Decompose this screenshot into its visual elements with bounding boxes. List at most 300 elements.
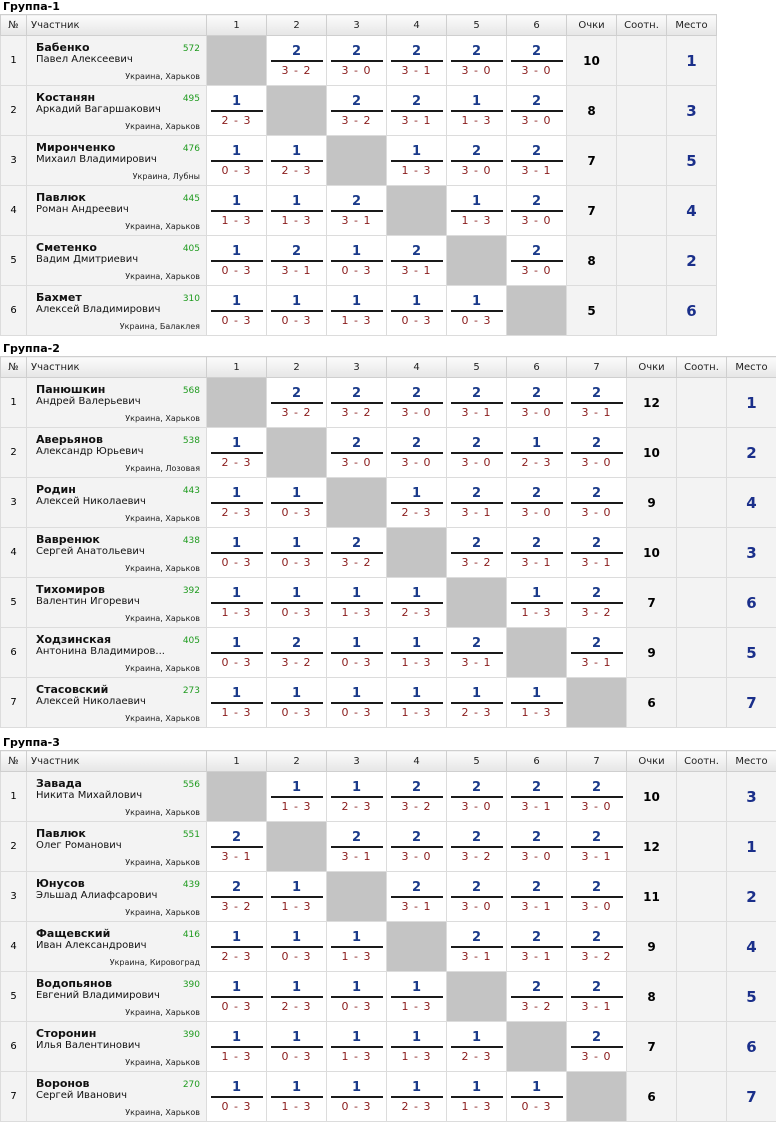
match-result-cell[interactable] xyxy=(387,578,447,628)
match-result-cell[interactable] xyxy=(387,36,447,86)
participant-city: Украина, Харьков xyxy=(125,614,200,623)
match-result-cell[interactable] xyxy=(267,1022,327,1072)
col-header-place[interactable]: Место xyxy=(727,751,776,772)
col-header-points[interactable]: Очки xyxy=(567,15,617,36)
col-header-opponent-6[interactable]: 6 xyxy=(507,751,567,772)
match-score: 1 - 3 xyxy=(461,1099,492,1113)
match-result-cell[interactable] xyxy=(267,236,327,286)
col-header-opponent-4[interactable]: 4 xyxy=(387,15,447,36)
participant-city: Украина, Харьков xyxy=(125,122,200,131)
result-divider xyxy=(211,996,263,998)
match-points: 2 xyxy=(351,435,362,451)
match-score: 0 - 3 xyxy=(341,263,372,277)
match-result-cell[interactable] xyxy=(447,378,507,428)
col-header-opponent-5[interactable]: 5 xyxy=(447,357,507,378)
match-result xyxy=(391,144,443,178)
match-result-cell[interactable] xyxy=(267,478,327,528)
participant-fullname: Павел Алексеевич xyxy=(36,54,133,65)
match-result-cell[interactable] xyxy=(447,922,507,972)
match-score: 0 - 3 xyxy=(221,999,252,1013)
match-result-cell[interactable] xyxy=(207,86,267,136)
participant-city: Украина, Харьков xyxy=(125,1008,200,1017)
table-row xyxy=(1,678,776,728)
participant-cell xyxy=(27,286,207,336)
match-result-cell[interactable] xyxy=(567,922,627,972)
total-points: 8 xyxy=(627,972,677,1022)
match-result xyxy=(451,144,503,178)
table-row xyxy=(1,378,776,428)
match-score: 3 - 1 xyxy=(461,949,492,963)
match-points: 1 xyxy=(291,143,302,159)
match-result-cell[interactable] xyxy=(327,1072,387,1122)
match-result-cell[interactable] xyxy=(507,136,567,186)
match-points: 2 xyxy=(231,879,242,895)
participant-cell xyxy=(27,872,207,922)
result-divider xyxy=(451,160,503,162)
result-divider xyxy=(451,552,503,554)
result-divider xyxy=(331,60,383,62)
match-result-cell[interactable] xyxy=(447,136,507,186)
col-header-opponent-1[interactable]: 1 xyxy=(207,751,267,772)
match-score: 3 - 0 xyxy=(521,849,552,863)
match-result-cell[interactable] xyxy=(267,772,327,822)
match-result-cell[interactable] xyxy=(387,972,447,1022)
match-result-cell[interactable] xyxy=(567,628,627,678)
result-divider xyxy=(571,896,623,898)
col-header-participant[interactable]: Участник xyxy=(27,357,207,378)
diagonal-cell xyxy=(207,36,267,86)
participant-surname-link[interactable]: Сторонин xyxy=(36,1027,97,1040)
match-result-cell[interactable] xyxy=(447,36,507,86)
col-header-no[interactable]: № xyxy=(1,15,27,36)
match-result-cell[interactable] xyxy=(387,478,447,528)
match-result-cell[interactable] xyxy=(327,378,387,428)
match-result-cell[interactable] xyxy=(567,822,627,872)
match-score: 1 - 3 xyxy=(521,605,552,619)
col-header-no[interactable]: № xyxy=(1,357,27,378)
match-result xyxy=(391,686,443,720)
match-result-cell[interactable] xyxy=(207,478,267,528)
match-score: 3 - 1 xyxy=(581,655,612,669)
match-points: 1 xyxy=(351,1029,362,1045)
col-header-opponent-6[interactable]: 6 xyxy=(507,15,567,36)
match-result-cell[interactable] xyxy=(327,922,387,972)
col-header-no[interactable]: № xyxy=(1,751,27,772)
col-header-points[interactable]: Очки xyxy=(627,357,677,378)
participant-surname-link[interactable]: Вавренюк xyxy=(36,533,100,546)
result-divider xyxy=(391,60,443,62)
match-result-cell[interactable] xyxy=(567,528,627,578)
match-result-cell[interactable] xyxy=(507,378,567,428)
match-result-cell[interactable] xyxy=(507,678,567,728)
result-divider xyxy=(451,210,503,212)
participant-cell xyxy=(27,478,207,528)
match-result-cell[interactable] xyxy=(567,428,627,478)
match-score: 3 - 1 xyxy=(521,949,552,963)
total-points: 10 xyxy=(627,772,677,822)
row-number: 5 xyxy=(1,236,27,286)
participant-surname-link[interactable]: Костанян xyxy=(36,91,96,104)
col-header-opponent-4[interactable]: 4 xyxy=(387,357,447,378)
match-score: 1 - 3 xyxy=(221,1049,252,1063)
match-result xyxy=(331,1080,383,1114)
participant-rating: 443 xyxy=(182,486,200,496)
match-result-cell[interactable] xyxy=(387,678,447,728)
participant-rating: 390 xyxy=(182,980,200,990)
match-result-cell[interactable] xyxy=(207,678,267,728)
result-divider xyxy=(451,1046,503,1048)
match-result xyxy=(571,780,623,814)
match-result-cell[interactable] xyxy=(567,578,627,628)
match-result-cell[interactable] xyxy=(207,578,267,628)
match-result-cell[interactable] xyxy=(327,36,387,86)
match-result-cell[interactable] xyxy=(207,136,267,186)
participant-surname-link[interactable]: Ходзинская xyxy=(36,633,112,646)
match-result-cell[interactable] xyxy=(387,1072,447,1122)
match-result-cell[interactable] xyxy=(207,286,267,336)
match-points: 2 xyxy=(411,435,422,451)
result-divider xyxy=(511,702,563,704)
match-result-cell[interactable] xyxy=(387,86,447,136)
participant-surname-link[interactable]: Фащевский xyxy=(36,927,111,940)
row-number: 1 xyxy=(1,36,27,86)
match-points: 2 xyxy=(351,193,362,209)
match-result-cell[interactable] xyxy=(447,1072,507,1122)
participant-surname-link[interactable]: Аверьянов xyxy=(36,433,103,446)
participant-cell xyxy=(27,578,207,628)
match-result-cell[interactable] xyxy=(207,236,267,286)
result-divider xyxy=(451,846,503,848)
match-result-cell[interactable] xyxy=(507,578,567,628)
match-result-cell[interactable] xyxy=(387,428,447,478)
match-result-cell[interactable] xyxy=(567,378,627,428)
match-result-cell[interactable] xyxy=(387,822,447,872)
match-score: 3 - 1 xyxy=(401,899,432,913)
match-result-cell[interactable] xyxy=(567,1022,627,1072)
match-result-cell[interactable] xyxy=(207,528,267,578)
match-score: 3 - 1 xyxy=(281,263,312,277)
match-result-cell[interactable] xyxy=(507,922,567,972)
final-place: 5 xyxy=(667,136,717,186)
participant-surname-link[interactable]: Павлюк xyxy=(36,191,86,204)
match-result-cell[interactable] xyxy=(327,822,387,872)
match-result-cell[interactable] xyxy=(567,872,627,922)
match-result-cell[interactable] xyxy=(507,428,567,478)
match-result-cell[interactable] xyxy=(447,822,507,872)
match-score: 1 - 3 xyxy=(221,705,252,719)
match-score: 3 - 0 xyxy=(581,1049,612,1063)
match-result-cell[interactable] xyxy=(567,478,627,528)
match-result-cell[interactable] xyxy=(207,628,267,678)
match-score: 3 - 1 xyxy=(581,849,612,863)
match-result-cell[interactable] xyxy=(207,1022,267,1072)
result-divider xyxy=(571,652,623,654)
match-result-cell[interactable] xyxy=(267,528,327,578)
match-result xyxy=(271,930,323,964)
final-place: 6 xyxy=(727,1022,776,1072)
match-points: 1 xyxy=(231,1079,242,1095)
match-result-cell[interactable] xyxy=(447,186,507,236)
participant-surname-link[interactable]: Завада xyxy=(36,777,82,790)
match-result-cell[interactable] xyxy=(327,972,387,1022)
match-result-cell[interactable] xyxy=(447,286,507,336)
result-divider xyxy=(511,946,563,948)
match-result-cell[interactable] xyxy=(447,772,507,822)
match-result-cell[interactable] xyxy=(387,628,447,678)
col-header-opponent-1[interactable]: 1 xyxy=(207,357,267,378)
col-header-ratio[interactable]: Соотн. xyxy=(617,15,667,36)
match-result xyxy=(511,244,563,278)
match-result-cell[interactable] xyxy=(567,772,627,822)
col-header-opponent-4[interactable]: 4 xyxy=(387,751,447,772)
match-result-cell[interactable] xyxy=(507,186,567,236)
match-result xyxy=(511,194,563,228)
match-result xyxy=(451,44,503,78)
match-result-cell[interactable] xyxy=(567,972,627,1022)
match-result-cell[interactable] xyxy=(327,86,387,136)
result-divider xyxy=(571,846,623,848)
match-result-cell[interactable] xyxy=(267,186,327,236)
participant-city: Украина, Харьков xyxy=(125,414,200,423)
col-header-ratio[interactable]: Соотн. xyxy=(677,357,727,378)
match-result-cell[interactable] xyxy=(267,972,327,1022)
match-score: 1 - 3 xyxy=(281,1099,312,1113)
match-result-cell[interactable] xyxy=(267,872,327,922)
col-header-opponent-2[interactable]: 2 xyxy=(267,357,327,378)
diagonal-cell xyxy=(507,286,567,336)
match-result-cell[interactable] xyxy=(447,528,507,578)
participant-surname-link[interactable]: Воронов xyxy=(36,1077,90,1090)
match-result-cell[interactable] xyxy=(387,378,447,428)
result-divider xyxy=(391,310,443,312)
participant-surname-link[interactable]: Бахмет xyxy=(36,291,82,304)
col-header-participant[interactable]: Участник xyxy=(27,751,207,772)
col-header-place[interactable]: Место xyxy=(727,357,776,378)
match-result-cell[interactable] xyxy=(207,186,267,236)
match-result-cell[interactable] xyxy=(507,822,567,872)
match-result-cell[interactable] xyxy=(327,428,387,478)
participant-fullname: Сергей Анатольевич xyxy=(36,546,145,557)
result-divider xyxy=(271,1046,323,1048)
ratio-cell xyxy=(677,822,727,872)
match-result-cell[interactable] xyxy=(507,36,567,86)
match-result-cell[interactable] xyxy=(327,678,387,728)
match-result-cell[interactable] xyxy=(447,478,507,528)
match-points: 1 xyxy=(291,779,302,795)
col-header-opponent-2[interactable]: 2 xyxy=(267,15,327,36)
participant-surname-link[interactable]: Панюшкин xyxy=(36,383,106,396)
match-result-cell[interactable] xyxy=(507,86,567,136)
col-header-place[interactable]: Место xyxy=(667,15,717,36)
participant-city: Украина, Харьков xyxy=(125,222,200,231)
total-points: 7 xyxy=(627,578,677,628)
match-result-cell[interactable] xyxy=(447,872,507,922)
col-header-opponent-2[interactable]: 2 xyxy=(267,751,327,772)
match-score: 3 - 0 xyxy=(521,113,552,127)
match-result-cell[interactable] xyxy=(327,1022,387,1072)
match-points: 1 xyxy=(411,485,422,501)
match-result-cell[interactable] xyxy=(327,286,387,336)
match-result-cell[interactable] xyxy=(267,286,327,336)
match-result-cell[interactable] xyxy=(387,236,447,286)
match-result-cell[interactable] xyxy=(267,922,327,972)
participant-fullname: Иван Александрович xyxy=(36,940,147,951)
match-score: 3 - 0 xyxy=(521,405,552,419)
match-result-cell[interactable] xyxy=(507,872,567,922)
col-header-opponent-5[interactable]: 5 xyxy=(447,751,507,772)
ratio-cell xyxy=(677,1072,727,1122)
match-result-cell[interactable] xyxy=(327,628,387,678)
total-points: 11 xyxy=(627,872,677,922)
diagonal-cell xyxy=(207,378,267,428)
match-result-cell[interactable] xyxy=(387,286,447,336)
diagonal-cell xyxy=(327,872,387,922)
match-points: 1 xyxy=(291,193,302,209)
col-header-participant[interactable]: Участник xyxy=(27,15,207,36)
match-result-cell[interactable] xyxy=(207,428,267,478)
col-header-opponent-5[interactable]: 5 xyxy=(447,15,507,36)
match-points: 2 xyxy=(591,635,602,651)
match-result-cell[interactable] xyxy=(507,972,567,1022)
match-result xyxy=(511,880,563,914)
header-row xyxy=(1,357,776,378)
header-row xyxy=(1,751,776,772)
result-divider xyxy=(331,602,383,604)
match-score: 0 - 3 xyxy=(221,313,252,327)
match-result-cell[interactable] xyxy=(507,1072,567,1122)
match-result-cell[interactable] xyxy=(207,872,267,922)
match-result xyxy=(451,294,503,328)
match-result-cell[interactable] xyxy=(207,972,267,1022)
participant-rating: 273 xyxy=(182,686,200,696)
match-result-cell[interactable] xyxy=(327,186,387,236)
result-divider xyxy=(271,996,323,998)
match-result xyxy=(451,636,503,670)
match-points: 1 xyxy=(411,979,422,995)
participant-surname-link[interactable]: Водопьянов xyxy=(36,977,113,990)
match-result xyxy=(451,880,503,914)
col-header-opponent-1[interactable]: 1 xyxy=(207,15,267,36)
match-result xyxy=(211,244,263,278)
participant-surname-link[interactable]: Стасовский xyxy=(36,683,109,696)
table-row xyxy=(1,822,776,872)
result-divider xyxy=(271,160,323,162)
group-title: Группа-1 xyxy=(3,0,60,13)
col-header-opponent-7[interactable]: 7 xyxy=(567,751,627,772)
match-score: 1 - 3 xyxy=(341,313,372,327)
final-place: 6 xyxy=(667,286,717,336)
participant-surname-link[interactable]: Бабенко xyxy=(36,41,90,54)
final-place: 2 xyxy=(727,428,776,478)
match-result-cell[interactable] xyxy=(267,378,327,428)
match-score: 2 - 3 xyxy=(221,505,252,519)
match-result-cell[interactable] xyxy=(267,36,327,86)
match-result-cell[interactable] xyxy=(267,628,327,678)
match-points: 1 xyxy=(291,685,302,701)
match-result xyxy=(331,244,383,278)
ratio-cell xyxy=(677,1022,727,1072)
col-header-opponent-3[interactable]: 3 xyxy=(327,357,387,378)
match-points: 2 xyxy=(291,385,302,401)
match-result-cell[interactable] xyxy=(327,578,387,628)
table-row xyxy=(1,36,717,86)
match-result-cell[interactable] xyxy=(447,678,507,728)
match-result-cell[interactable] xyxy=(507,236,567,286)
group-title: Группа-2 xyxy=(3,342,60,355)
match-result-cell[interactable] xyxy=(447,428,507,478)
match-score: 3 - 0 xyxy=(581,799,612,813)
ratio-cell xyxy=(617,186,667,236)
match-result-cell[interactable] xyxy=(507,528,567,578)
participant-rating: 476 xyxy=(182,144,200,154)
match-result-cell[interactable] xyxy=(447,86,507,136)
col-header-points[interactable]: Очки xyxy=(627,751,677,772)
match-result-cell[interactable] xyxy=(387,872,447,922)
col-header-opponent-3[interactable]: 3 xyxy=(327,15,387,36)
col-header-ratio[interactable]: Соотн. xyxy=(677,751,727,772)
match-result-cell[interactable] xyxy=(447,1022,507,1072)
match-result-cell[interactable] xyxy=(267,678,327,728)
result-divider xyxy=(331,210,383,212)
col-header-opponent-6[interactable]: 6 xyxy=(507,357,567,378)
match-score: 0 - 3 xyxy=(221,263,252,277)
participant-surname-link[interactable]: Сметенко xyxy=(36,241,97,254)
participant-surname-link[interactable]: Мирончeнко xyxy=(36,141,116,154)
match-result-cell[interactable] xyxy=(447,628,507,678)
match-result xyxy=(451,930,503,964)
result-divider xyxy=(271,552,323,554)
match-result-cell[interactable] xyxy=(507,772,567,822)
match-score: 0 - 3 xyxy=(401,313,432,327)
participant-rating: 310 xyxy=(182,294,200,304)
match-result-cell[interactable] xyxy=(207,822,267,872)
final-place: 7 xyxy=(727,1072,776,1122)
match-result-cell[interactable] xyxy=(327,528,387,578)
match-result-cell[interactable] xyxy=(267,136,327,186)
match-result-cell[interactable] xyxy=(387,772,447,822)
total-points: 7 xyxy=(627,1022,677,1072)
match-score: 1 - 3 xyxy=(401,999,432,1013)
result-divider xyxy=(391,702,443,704)
match-result-cell[interactable] xyxy=(387,1022,447,1072)
participant-surname-link[interactable]: Родин xyxy=(36,483,76,496)
match-score: 0 - 3 xyxy=(221,1099,252,1113)
participant-surname-link[interactable]: Тихомиров xyxy=(36,583,105,596)
match-result-cell[interactable] xyxy=(267,1072,327,1122)
participant-surname-link[interactable]: Юнусов xyxy=(36,877,85,890)
match-score: 0 - 3 xyxy=(221,555,252,569)
match-points: 1 xyxy=(531,585,542,601)
match-result-cell[interactable] xyxy=(507,478,567,528)
participant-rating: 405 xyxy=(182,636,200,646)
match-result-cell[interactable] xyxy=(327,772,387,822)
participant-surname-link[interactable]: Павлюк xyxy=(36,827,86,840)
col-header-opponent-3[interactable]: 3 xyxy=(327,751,387,772)
diagonal-cell xyxy=(447,972,507,1022)
match-result-cell[interactable] xyxy=(207,1072,267,1122)
diagonal-cell xyxy=(387,528,447,578)
match-result-cell[interactable] xyxy=(267,578,327,628)
col-header-opponent-7[interactable]: 7 xyxy=(567,357,627,378)
match-result-cell[interactable] xyxy=(207,922,267,972)
match-result-cell[interactable] xyxy=(387,136,447,186)
match-result-cell[interactable] xyxy=(327,236,387,286)
match-result xyxy=(271,780,323,814)
match-score: 3 - 0 xyxy=(341,455,372,469)
result-divider xyxy=(271,60,323,62)
match-points: 2 xyxy=(351,535,362,551)
match-result xyxy=(211,686,263,720)
